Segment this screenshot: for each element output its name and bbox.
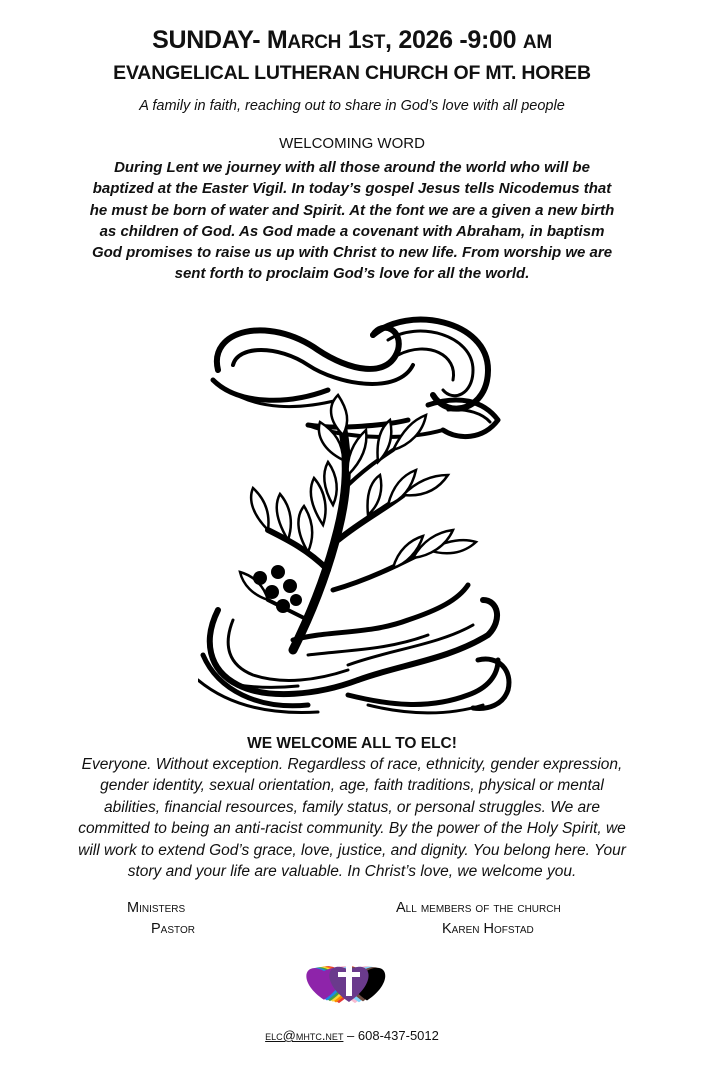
welcome-all-line: Everyone. Without exception. Regardless of race, ethnicity, gender expression, (81, 756, 623, 773)
baptism-branch-waves-illustration (198, 310, 518, 720)
welcome-all-line: abilities, financial resources, family status, or personal struggles. We are (104, 798, 600, 816)
welcoming-line: he must be born of water and Spirit. At the font we are a given a new birth (89, 201, 615, 219)
welcome-all-line: story and your life are valuable. In Christ’s love, we welcome you. (127, 863, 577, 881)
welcome-all-line: committed to being an anti-racist community. By the power of the Holy Spirit, we (78, 820, 626, 838)
contact-separator: – (343, 1028, 358, 1043)
church-name: EVANGELICAL LUTHERAN CHURCH OF MT. HOREB (113, 62, 591, 84)
contact-line (0, 1028, 704, 1043)
welcome-all-line: will work to extend God’s grace, love, justice, and dignity. You belong here. Your (78, 841, 626, 859)
welcoming-line: sent forth to proclaim God’s love for all the world. (174, 265, 530, 283)
phone-number: 608-437-5012 (357, 1028, 439, 1043)
welcome-all-line: gender identity, sexual orientation, age, faith traditions, physical or mental (100, 777, 604, 795)
welcoming-word-text (70, 157, 634, 285)
ministers-label: Ministers (127, 900, 186, 916)
ministers-value: All members of the church (396, 900, 561, 916)
page-title: SUNDAY- MARCH 1ST, 2026 -9:00 AM (152, 26, 552, 54)
welcome-all-heading: WE WELCOME ALL TO ELC! (247, 735, 457, 752)
tagline: A family in faith, reaching out to share in God’s love with all people (139, 98, 565, 114)
welcome-all-text (44, 754, 660, 882)
pastor-name: Karen Hofstad (442, 921, 534, 937)
email-link[interactable]: elc@mhtc.net (265, 1028, 344, 1043)
welcoming-line: as children of God. As God made a covenant with Abraham, in baptism (99, 222, 605, 240)
welcoming-line: During Lent we journey with all those around the world who will be (114, 159, 590, 176)
welcoming-line: baptized at the Easter Vigil. In today’s gospel Jesus tells Nicodemus that (92, 180, 612, 198)
pastor-label: Pastor (151, 921, 195, 937)
welcoming-line: God promises to raise us up with Christ to new life. From worship we are (91, 244, 613, 262)
rainbow-heart-cross-logo (303, 952, 395, 1008)
welcoming-word-heading: WELCOMING WORD (279, 135, 425, 152)
